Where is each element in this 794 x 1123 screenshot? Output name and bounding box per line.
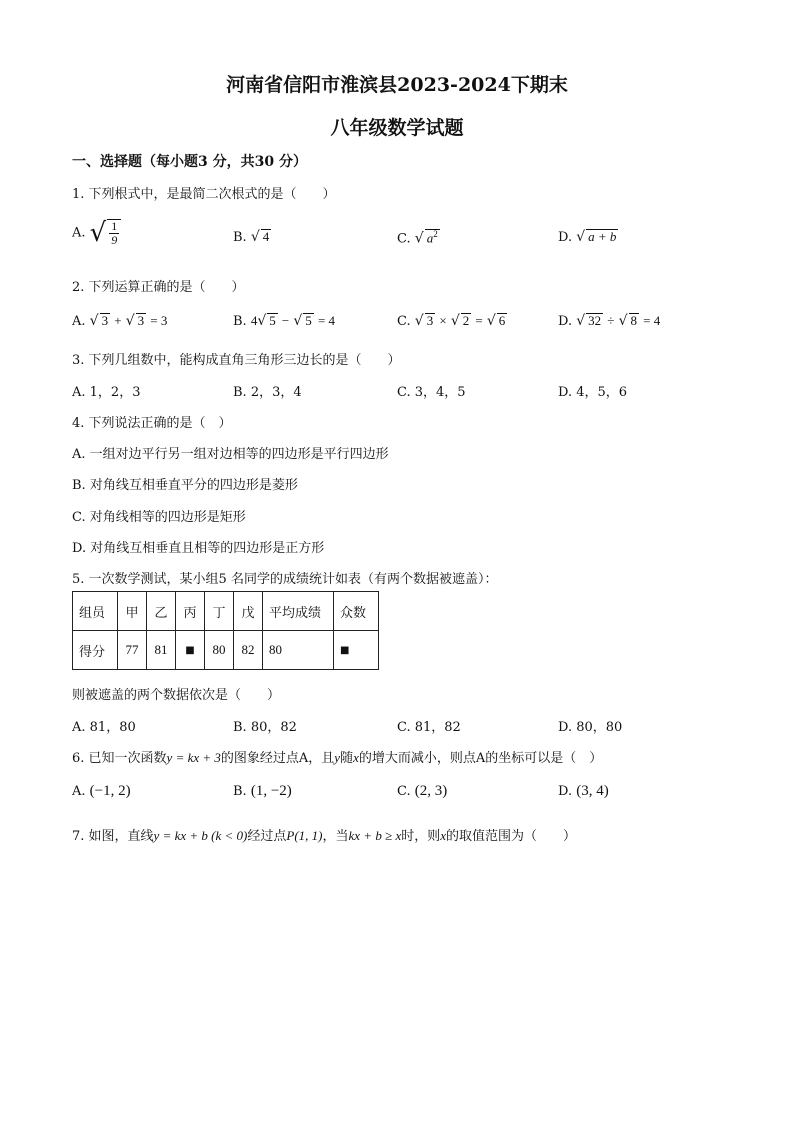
radical-icon: √ <box>486 313 496 329</box>
radical-icon: √ <box>293 313 303 329</box>
table-header-cell: 乙 <box>147 592 176 631</box>
q3-stem: 3. 下列几组数中，能构成直角三角形三边长的是（ ） <box>72 353 401 368</box>
exam-subtitle: 八年级数学试题 <box>330 117 464 139</box>
score-table <box>72 591 379 670</box>
q2-b-result: = 4 <box>317 313 336 328</box>
q5-stem: 5. 一次数学测试，某小组5 名同学的成绩统计如表（有两个数据被遮盖）： <box>72 572 498 587</box>
q2-c-radicand-1: 3 <box>426 313 434 328</box>
q1-b-label: B. <box>233 230 247 245</box>
q5-option-a: A. 81，80 <box>72 720 136 735</box>
q4-option-a: A. 一组对边平行另一组对边相等的四边形是平行四边形 <box>72 447 389 462</box>
q7-stem <box>72 825 576 844</box>
table-header-row <box>73 592 379 631</box>
q2-c-operator: × <box>439 313 447 328</box>
q6-option-c <box>397 783 447 800</box>
q4-option-b: B. 对角线互相垂直平分的四边形是菱形 <box>72 478 298 493</box>
q6-b-label: B. <box>233 784 247 799</box>
q5-follow: 则被遮盖的两个数据依次是（ ） <box>72 688 281 703</box>
q1-option-a <box>72 218 121 248</box>
q2-b-radicand-1: 5 <box>269 313 276 328</box>
q7-variable-x: x <box>440 828 447 843</box>
table-cell: 80 <box>205 631 234 670</box>
q2-d-radicand-1: 32 <box>588 313 602 328</box>
q6-variable-x: x <box>353 750 359 765</box>
radical-icon: √ <box>576 229 586 245</box>
q7-stem-text: 经过点 <box>247 829 287 844</box>
table-header-cell: 丙 <box>176 592 205 631</box>
q1-a-fraction <box>107 219 121 247</box>
q3-option-a: A. 1，2，3 <box>72 385 141 400</box>
q1-b-radicand: 4 <box>262 229 270 244</box>
table-cell: 得分 <box>73 631 118 670</box>
q1-c-exponent: 2 <box>433 229 438 239</box>
q3-option-c: C. 3，4，5 <box>397 385 466 400</box>
q6-c-label: C. <box>397 784 411 799</box>
q4-option-c: C. 对角线相等的四边形是矩形 <box>72 510 246 525</box>
q6-c-value: (2, 3) <box>414 783 448 799</box>
q6-option-b <box>233 783 292 800</box>
q6-d-value: (3, 4) <box>576 783 609 799</box>
q2-option-b <box>233 313 335 329</box>
q2-option-c <box>397 313 507 329</box>
q2-stem: 2. 下列运算正确的是（ ） <box>72 280 245 295</box>
table-cell-covered: ■ <box>334 631 379 670</box>
q1-option-c <box>397 229 440 247</box>
table-header-cell: 组员 <box>73 592 118 631</box>
q2-b-label: B. <box>233 314 247 329</box>
q6-b-value: (1, −2) <box>250 783 292 799</box>
q3-option-d: D. 4，5，6 <box>558 385 628 400</box>
table-cell: 80 <box>263 631 334 670</box>
q2-d-radicand-2: 8 <box>630 313 637 328</box>
q1-c-label: C. <box>397 231 411 247</box>
table-cell-covered: ■ <box>176 631 205 670</box>
q1-d-label: D. <box>558 230 573 245</box>
table-header-cell: 戊 <box>234 592 263 631</box>
q1-a-numerator: 1 <box>111 218 118 233</box>
q2-c-equals: = <box>475 313 483 328</box>
q4-stem: 4. 下列说法正确的是（ ） <box>72 416 232 431</box>
q3-option-b: B. 2，3，4 <box>233 385 302 400</box>
table-cell: 81 <box>147 631 176 670</box>
q2-option-d <box>558 313 660 329</box>
q6-stem <box>72 747 602 766</box>
q1-a-denominator: 9 <box>111 233 118 247</box>
table-header-cell: 甲 <box>118 592 147 631</box>
q2-b-coefficient: 4 <box>250 313 258 328</box>
table-row <box>73 631 379 670</box>
table-cell: 77 <box>118 631 147 670</box>
q2-b-operator: − <box>281 313 290 328</box>
q2-d-label: D. <box>558 314 573 329</box>
q6-stem-text: 6. 已知一次函数 <box>72 751 167 766</box>
q7-stem-text: ，当 <box>322 829 349 844</box>
q1-c-radicand <box>425 229 440 247</box>
q7-inequality: kx + b ≥ x <box>348 828 402 843</box>
exam-title: 河南省信阳市淮滨县2023-2024下期末 <box>226 74 568 96</box>
q6-d-label: D. <box>558 784 573 799</box>
q1-d-radicand: a + b <box>588 229 617 244</box>
q1-stem: 1. 下列根式中，是最简二次根式的是（ ） <box>72 187 336 202</box>
q2-a-radicand-1: 3 <box>101 313 109 328</box>
q1-c-base: a <box>426 230 434 246</box>
radical-icon: √ <box>89 313 99 329</box>
q6-option-d <box>558 783 609 800</box>
q2-a-operator: + <box>114 313 122 328</box>
q7-point: P(1, 1) <box>286 828 323 843</box>
q1-option-d <box>558 229 618 245</box>
q2-c-label: C. <box>397 314 411 329</box>
q2-b-radicand-2: 5 <box>305 313 312 328</box>
radical-icon: √ <box>618 313 628 329</box>
table-cell: 82 <box>234 631 263 670</box>
radical-icon: √ <box>257 313 267 329</box>
q6-a-value: (−1, 2) <box>89 783 131 799</box>
q2-a-label: A. <box>72 314 86 329</box>
q6-stem-text: 随 <box>340 751 354 766</box>
q7-stem-text: 7. 如图，直线 <box>72 829 154 844</box>
radical-icon: √ <box>89 218 107 248</box>
q1-a-label: A. <box>72 225 86 241</box>
q2-d-result: = 4 <box>643 313 661 328</box>
q1-option-b <box>233 229 271 245</box>
q6-a-label: A. <box>72 784 86 799</box>
q5-option-d: D. 80，80 <box>558 720 623 735</box>
q7-equation: y = kx + b (k < 0) <box>153 828 248 843</box>
q2-a-result: = 3 <box>150 313 168 328</box>
section-heading: 一、选择题（每小题3 分，共30 分） <box>72 154 307 170</box>
q5-option-c: C. 81，82 <box>397 720 461 735</box>
q2-c-radicand-2: 2 <box>462 313 470 328</box>
q7-stem-text: 时，则 <box>401 829 441 844</box>
q4-option-d: D. 对角线互相垂直且相等的四边形是正方形 <box>72 541 325 556</box>
radical-icon: √ <box>250 229 260 245</box>
q6-stem-text: 的图象经过点A，且 <box>220 751 335 766</box>
q7-stem-text: 的取值范围为（ ） <box>446 829 577 844</box>
radical-icon: √ <box>414 230 424 247</box>
table-header-cell: 众数 <box>334 592 379 631</box>
q2-option-a <box>72 313 167 329</box>
radical-icon: √ <box>414 313 424 329</box>
q6-equation: y = kx + 3 <box>166 750 221 765</box>
radical-icon: √ <box>576 313 586 329</box>
q2-d-operator: ÷ <box>607 313 615 328</box>
q2-c-radicand-3: 6 <box>498 313 506 328</box>
table-header-cell: 平均成绩 <box>263 592 334 631</box>
q5-option-b: B. 80，82 <box>233 720 297 735</box>
table-header-cell: 丁 <box>205 592 234 631</box>
q6-stem-text: 的增大而减小，则点A的坐标可以是（ ） <box>358 751 603 766</box>
radical-icon: √ <box>450 313 460 329</box>
q2-a-radicand-2: 3 <box>137 313 145 328</box>
q6-variable-y: y <box>334 750 341 765</box>
q6-option-a <box>72 783 131 800</box>
radical-icon: √ <box>125 313 135 329</box>
